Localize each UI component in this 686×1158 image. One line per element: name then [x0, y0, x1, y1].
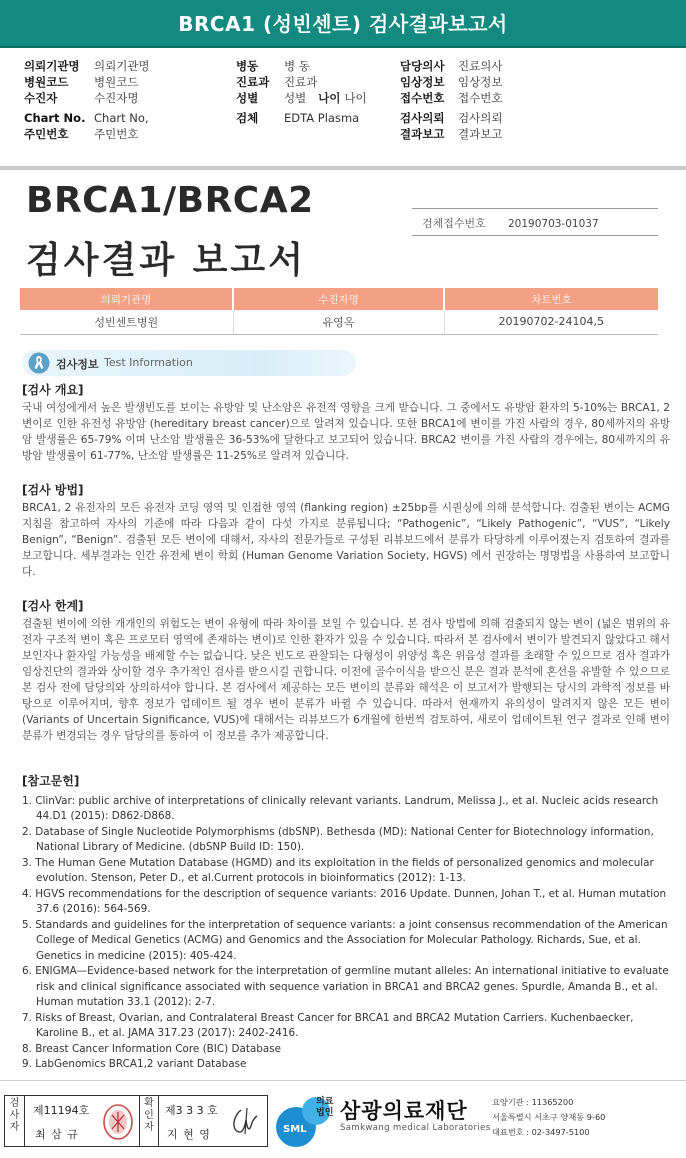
method-heading: [검사 방법] [22, 483, 84, 497]
info-value: 검사의뢰 [458, 111, 503, 125]
overview-section [22, 382, 670, 464]
inspector-number: 제11194호 [33, 1104, 90, 1117]
inspector-seal [101, 1102, 135, 1142]
patient-table-header: 의뢰기관명 [20, 288, 233, 310]
reference-item: 1. ClinVar: public archive of interpretations of clinically relevant variants. Landrum, Melissa J., et al. Nucleic acids research 44.D1 (2015): D862-D868. [22, 794, 659, 822]
info-value: 임상정보 [458, 75, 503, 89]
reference-item: 3. The Human Gene Mutation Database (HGMD) and its exploitation in the fields of personalized genomics and molecular evolution. Stenson, Peter D., et al.Current protocols in bioinformatics (2012): 1-13. [22, 856, 654, 884]
reference-item: 9. LabGenomics BRCA1,2 variant Database [22, 1058, 247, 1070]
patient-table-cell: 유영옥 [233, 310, 444, 334]
info-label: 주민번호 [24, 127, 69, 141]
info-label: 담당의사 [400, 59, 445, 73]
confirmer-name: 지 현 영 [167, 1128, 211, 1141]
reference-item: 4. HGVS recommendations for the description of sequence variants: 2016 Update. Dunnen, Johan T., et al. Human mutation 37.6 (2016): 564-569. [22, 887, 667, 915]
info-label: 진료과 [236, 75, 270, 89]
receipt-number-box [412, 208, 658, 236]
limits-heading: [검사 한계] [22, 599, 84, 613]
org-name: 삼광의료재단 [340, 1099, 468, 1123]
limits-section [22, 598, 670, 744]
report-header-title: BRCA1 (성빈센트) 검사결과보고서 [178, 12, 508, 36]
receipt-value: 20190703-01037 [508, 218, 599, 230]
patient-table-header: 차트번호 [444, 288, 658, 310]
info-label: 병원코드 [24, 75, 69, 89]
info-col-1 [24, 58, 150, 142]
reference-item: 5. Standards and guidelines for the interpretation of sequence variants: a joint consensus recommendation of the American College of Medical Genetics (ACMG) and Genomics and the Association for Molecular Pathology. Richards, Sue, et al. Genetics in medicine (2015): 405-424. [22, 918, 668, 962]
age-label: 나이 [318, 91, 341, 105]
confirmer-label: 확인자 [139, 1096, 159, 1146]
org-tag-2: 법인 [316, 1108, 334, 1118]
method-section [22, 482, 670, 580]
confirmer-number: 제3 3 3 호 [165, 1104, 218, 1117]
info-label: 검체 [236, 111, 259, 125]
inspector-name: 최 삼 규 [35, 1128, 79, 1141]
info-value: 의뢰기관명 [94, 59, 150, 73]
confirmer-signature [227, 1104, 263, 1140]
overview-heading: [검사 개요] [22, 383, 84, 397]
test-info-banner [22, 350, 356, 376]
patient-table [20, 288, 658, 335]
receipt-label: 검체접수번호 [422, 217, 486, 230]
info-label: 접수번호 [400, 91, 445, 105]
info-value: 진료의사 [458, 59, 503, 73]
info-value: 접수번호 [458, 91, 503, 105]
info-value: 수진자명 [94, 91, 139, 105]
info-value: 결과보고 [458, 127, 503, 141]
patient-table-cell: 성빈센트병원 [20, 310, 233, 334]
report-title-line1: BRCA1/BRCA2 [26, 180, 314, 221]
info-value: 병 동 [284, 59, 310, 73]
report-header-bar [0, 0, 686, 48]
info-col-3 [400, 58, 502, 142]
info-label: 성별 [236, 91, 259, 105]
references-heading: [참고문헌] [22, 774, 80, 788]
info-label: Chart No. [24, 111, 86, 125]
method-text: BRCA1, 2 유전자의 모든 유전자 코딩 영역 및 인접한 영역 (flanking region) ±25bp를 시퀀싱에 의해 분석합니다. 검출된 변이는 ACMG 지침을 참고하여 자사의 기준에 따라 다음과 같이 다섯 가지로 분류됩니다; “Pathogenic”, “Likely Pathogenic”, “VUS”, “Likely Benign”, “Benign”. 검출된 모든 변이에 대해서, 자사의 전문가들로 구성된 리뷰보드에서 분류가 타당하게 이루어졌는지 검토하여 결과를 보고합니다. 세부결과는 인간 유전체 변이 학회 (Human Genome Variation Society, HGVS) 에서 권장하는 명명법을 사용하여 보고합니다. [22, 502, 670, 578]
patient-table-header: 수진자명 [233, 288, 444, 310]
patient-table-cell: 20190702-24104,5 [444, 310, 658, 334]
info-block [0, 52, 686, 164]
info-label: 검사의뢰 [400, 111, 445, 125]
info-col-2 [236, 58, 367, 126]
org-contact-3: 대표번호 : 02-3497-5100 [492, 1127, 590, 1137]
logo-text: SML [283, 1124, 307, 1135]
org-tag-1: 의료 [316, 1097, 334, 1107]
reference-item: 2. Database of Single Nucleotide Polymorphisms (dbSNP). Bethesda (MD): National Center for Biotechnology information, National Library of Medicine. (dbSNP Build ID: 150). [22, 825, 654, 853]
report-title-line2: 검사결과 보고서 [26, 240, 306, 281]
reference-item: 6. ENIGMA—Evidence-based network for the interpretation of germline mutant alleles: An international initiative to evaluate risk and clinical significance associated with sequence variation in BRCA1 and BRCA2 genes. Spurdle, Amanda B., et al. Human mutation 33.1 (2012): 2-7. [22, 965, 669, 1008]
ribbon-icon [28, 352, 50, 374]
organization-logo [274, 1091, 674, 1153]
references-section [22, 774, 672, 1073]
info-value: 병원코드 [94, 75, 139, 89]
overview-text: 국내 여성에게서 높은 발생빈도를 보이는 유방암 및 난소암은 유전적 영향을 크게 받습니다. 그 중에서도 유방암 환자의 5-10%는 BRCA1, 2 변이로 인한 유전성 유방암 (hereditary breast cancer)으로 알려져 있습니다. 또한 BRCA1에 변이를 가진 사람의 경우, 80세까지의 유방암 발생률은 65-79% 이며 난소암 발생률은 36-53%에 달한다고 보고되어 있습니다. BRCA2 변이를 가진 사람의 경우에는, 80세까지의 유방암 발생률이 61-77%, 난소암 발생률은 11-25%로 알려져 있습니다. [22, 402, 670, 462]
report-footer [0, 1080, 686, 1158]
info-label: 결과보고 [400, 127, 445, 141]
info-value: EDTA Plasma [284, 111, 360, 125]
info-value: 진료과 [284, 75, 318, 89]
info-value: 주민번호 [94, 127, 139, 141]
info-label: 의뢰기관명 [24, 59, 80, 73]
org-contact-2: 서울특별시 서초구 양재동 9-60 [492, 1112, 606, 1122]
limits-text: 검출된 변이에 의한 개개인의 위험도는 변이 유형에 따라 차이를 보일 수 있습니다. 본 검사 방법에 의해 검출되지 않는 변이 (넓은 범위의 유전자 구조적 변이 혹은 프로모터 영역에 존재하는 변이)로 인한 환자가 있을 수 있습니다. 따라서 본 검사에서 변이가 발견되지 않았다고 해서 보인자나 환자일 가능성을 배제할 수는 없습니다. 낮은 빈도로 관찰되는 다형성이 위양성 혹은 위음성 결과를 초래할 수 있으므로 검사 결과가 임상진단의 결과와 상이할 경우 추가적인 검사를 받으시길 권합니다. 이전에 골수이식을 받으신 분은 결과 분석에 혼선을 유발할 수 있으므로 본 검사 전에 담당의와 상의하셔야 합니다. 본 검사에서 제공하는 모든 변이의 분류와 해석은 이 보고서가 발행되는 당시의 과학적 정보를 바탕으로 이루어지며, 향후 정보가 업데이트 될 경우 변이 분류가 바뀔 수 있습니다. 따라서 현재까지 유의성이 알려지지 않은 모든 변이 (Variants of Uncertain Significance, VUS)에 대해서는 리뷰보드가 6개월에 한번씩 검토하여, 새로이 업데이트된 연구 결과로 인해 변이 분류가 변경되는 경우 담당의를 통하여 이 정보를 추가 제공합니다. [22, 618, 670, 742]
test-info-label-en: Test Information [104, 356, 193, 369]
reference-item: 8. Breast Cancer Information Core (BIC) Database [22, 1042, 282, 1055]
test-info-label-ko: 검사정보 [56, 358, 99, 371]
org-contact-1: 요양기관 : 11365200 [492, 1097, 574, 1107]
org-name-en: Samkwang medical Laboratories [340, 1123, 491, 1133]
signature-box [4, 1095, 268, 1147]
age-value: 나이 [344, 91, 367, 105]
info-label: 병동 [236, 59, 259, 73]
info-label: 임상정보 [400, 75, 445, 89]
header-divider [0, 166, 686, 170]
references-list [22, 794, 672, 1073]
reference-item: 7. Risks of Breast, Ovarian, and Contralateral Breast Cancer for BRCA1 and BRCA2 Mutation Carriers. Kuchenbaecker, Karoline B., et al. JAMA 317.23 (2017): 2402-2416. [22, 1011, 634, 1039]
info-value: 성별 [284, 91, 307, 105]
info-label: 수진자 [24, 91, 58, 105]
inspector-label: 검사자 [5, 1096, 25, 1146]
info-value: Chart No, [94, 111, 149, 125]
